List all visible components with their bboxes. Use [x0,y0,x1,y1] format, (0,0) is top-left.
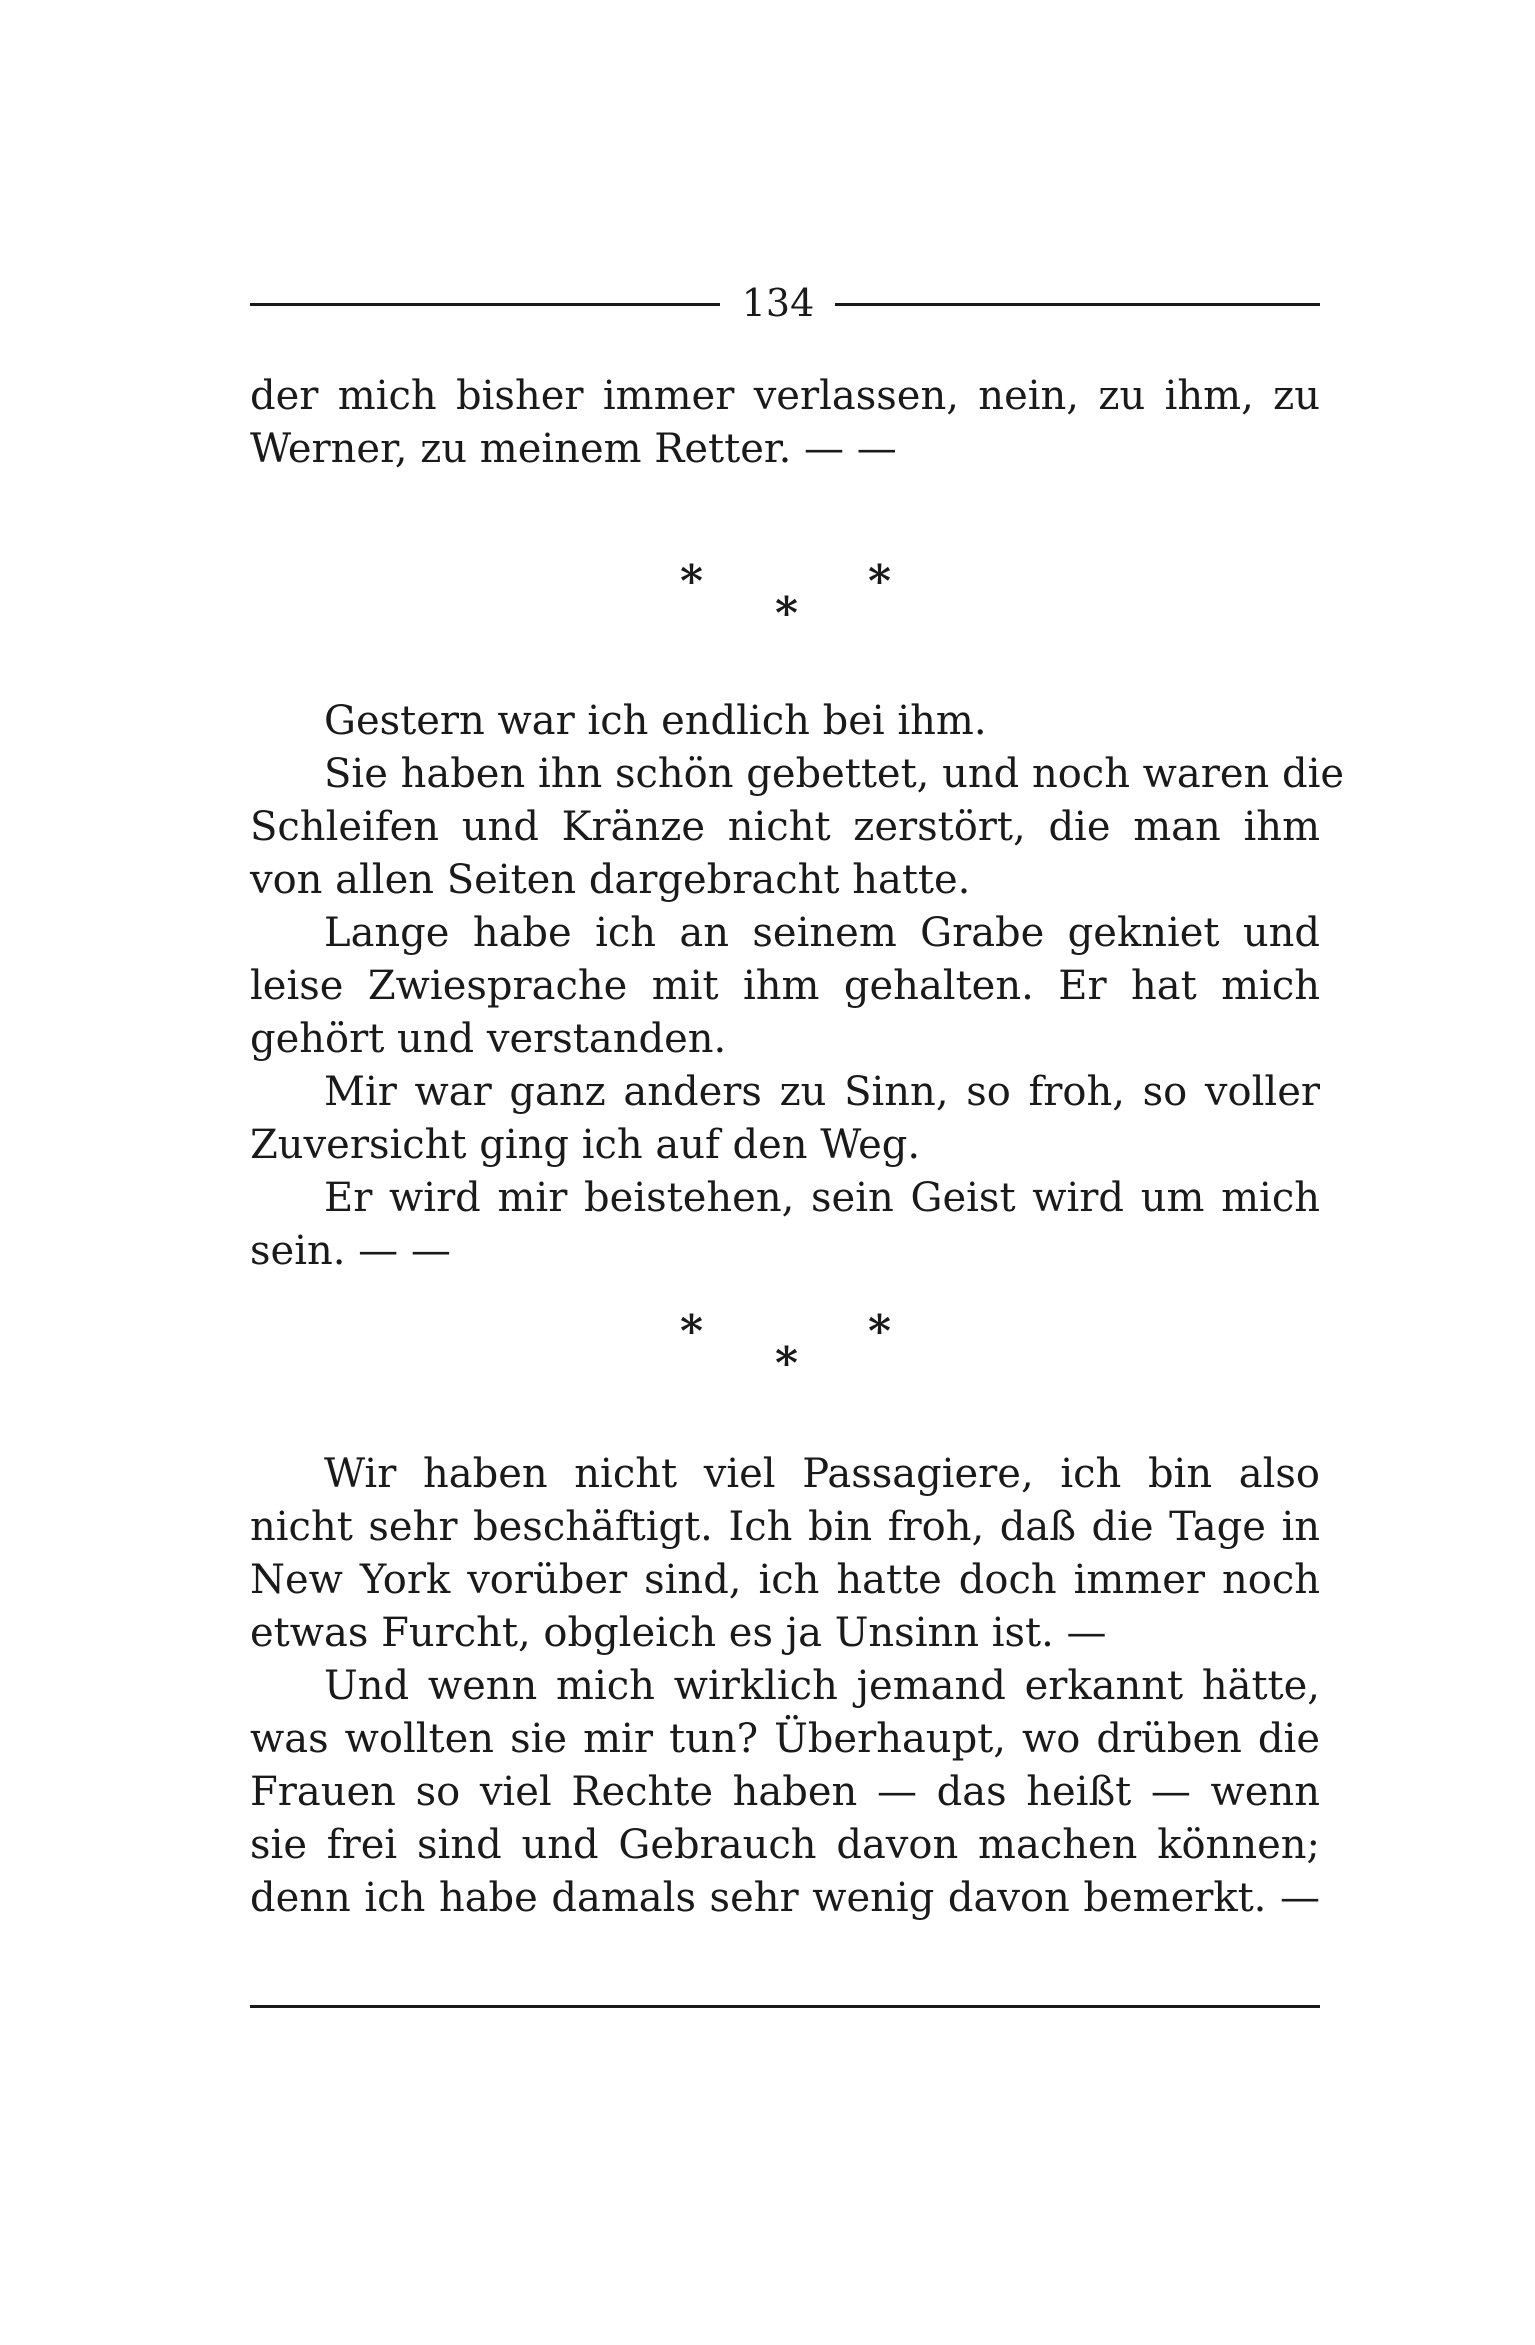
text-line: was wollten sie mir tun? Überhaupt, wo drüben die [250,1716,1320,1762]
text-line: etwas Furcht, obgleich es ja Unsinn ist. — [250,1610,1107,1656]
text-line: Und wenn mich wirklich jemand erkannt hätte, [324,1663,1320,1709]
section-divider-asterism [0,556,1535,650]
text-line: Frauen so viel Rechte haben — das heißt — wenn [250,1769,1320,1815]
diary-entry-voyage [250,1448,1320,1925]
text-line: Wir haben nicht viel Passagiere, ich bin also [324,1451,1320,1497]
text-line: denn ich habe damals sehr wenig davon bemerkt. — [250,1875,1320,1921]
text-line: Gestern war ich endlich bei ihm. [324,698,987,744]
text-line: der mich bisher immer verlassen, nein, zu ihm, zu [250,373,1320,419]
text-line: New York vorüber sind, ich hatte doch immer noch [250,1557,1320,1603]
asterism-star: * [775,588,799,639]
text-line: Werner, zu meinem Retter. — — [250,426,897,472]
page-header [250,275,1320,335]
asterism-star: * [680,1306,704,1357]
asterism-star: * [775,1338,799,1389]
text-line: Zuversicht ging ich auf den Weg. [250,1122,921,1168]
header-rule-right [835,303,1320,306]
footer-rule [250,2005,1320,2008]
text-line: gehört und verstanden. [250,1016,727,1062]
section-divider-asterism [0,1306,1535,1400]
text-line: Er wird mir beistehen, sein Geist wird um mich [324,1175,1320,1221]
text-line: Schleifen und Kränze nicht zerstört, die man ihm [250,804,1320,850]
asterism-star: * [868,556,892,607]
text-line: nicht sehr beschäftigt. Ich bin froh, daß die Tage in [250,1504,1320,1550]
asterism-star: * [868,1306,892,1357]
text-line: von allen Seiten dargebracht hatte. [250,857,971,903]
paragraph-continuation [250,370,1320,476]
text-line: sein. — — [250,1228,451,1274]
text-line: Lange habe ich an seinem Grabe gekniet und [324,910,1320,956]
text-line: sie frei sind und Gebrauch davon machen können; [250,1822,1320,1868]
text-line: Mir war ganz anders zu Sinn, so froh, so voller [324,1069,1320,1115]
page-number: 134 [741,281,815,325]
text-line: Sie haben ihn schön gebettet, und noch waren die [324,751,1345,797]
text-line: leise Zwiesprache mit ihm gehalten. Er hat mich [250,963,1320,1009]
header-rule-left [250,303,720,306]
asterism-star: * [680,556,704,607]
diary-entry-grave-visit [250,695,1345,1278]
